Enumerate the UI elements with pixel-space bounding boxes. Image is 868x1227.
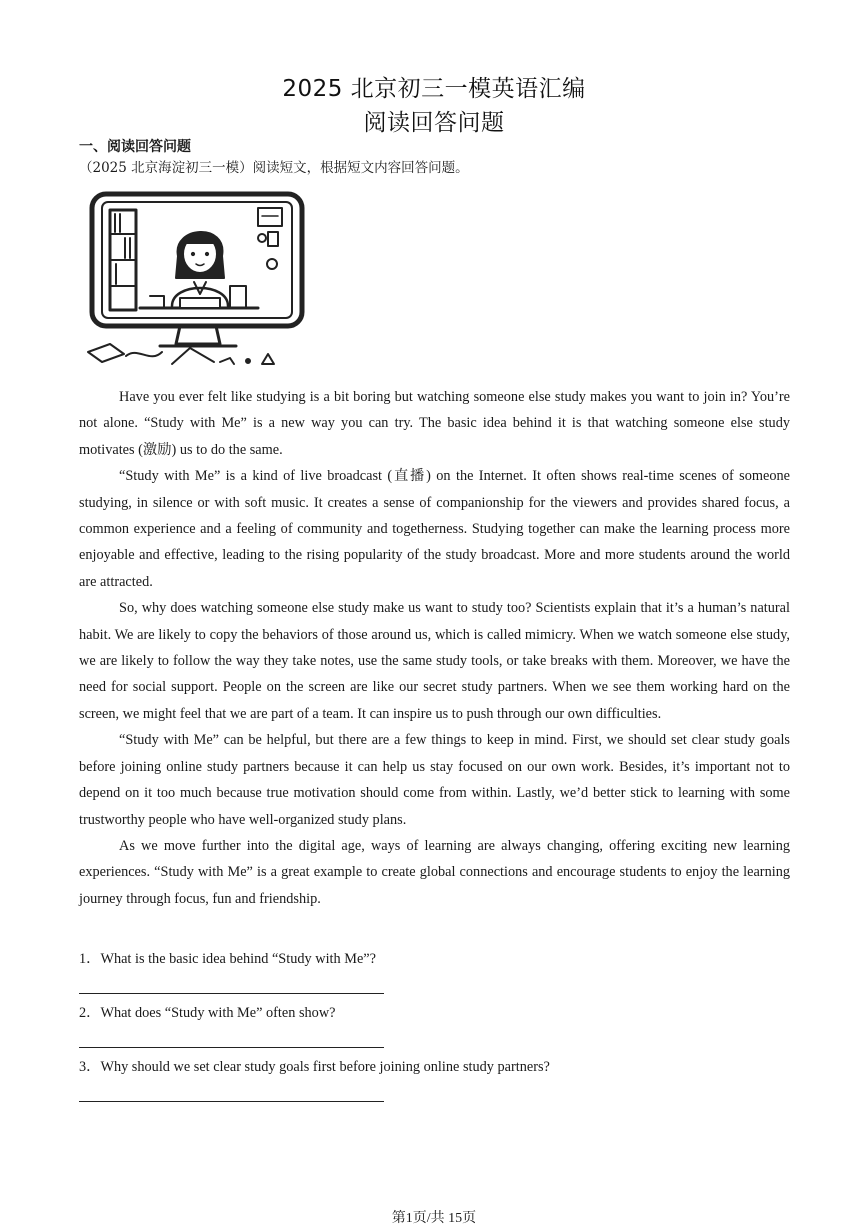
passage-paragraph: As we move further into the digital age, ways of learning are always changing, offering exciting new learning experiences. “Study with Me” is a great example to create global connections and encourage students to enjoy the learning journey through focus, fun and friendship.	[79, 837, 790, 907]
answer-line[interactable]	[79, 1047, 384, 1048]
question-list	[79, 946, 790, 1108]
document-title: 2025 北京初三一模英语汇编	[282, 76, 586, 102]
reading-passage	[79, 384, 790, 912]
girl-studying-on-monitor-icon	[80, 186, 320, 372]
section-intro: （2025 北京海淀初三一模）阅读短文，根据短文内容回答问题。	[79, 160, 469, 176]
passage-paragraph: Have you ever felt like studying is a bit boring but watching someone else study makes you want to join in? You’re not alone. “Study with Me” is a new way you can try. The basic idea behind it is that watching someone else study motivates (激励) us to do the same.	[79, 389, 790, 458]
question-item: 1．What is the basic idea behind “Study with Me”?	[79, 951, 376, 967]
question-item: 2．What does “Study with Me” often show?	[79, 1005, 336, 1021]
document-subtitle: 阅读回答问题	[363, 110, 505, 136]
passage-paragraph: “Study with Me” is a kind of live broadcast (直播) on the Internet. It often shows real-time scenes of someone studying, in silence or with soft music. It creates a sense of companionship for the viewers and provides shared focus, a common experience and a feeling of community and togetherness. Studying together can make the learning process more enjoyable and effective, leading to the rising popularity of the study broadcast. More and more students around the world are attracted.	[79, 468, 790, 590]
passage-paragraph: So, why does watching someone else study make us want to study too? Scientists explain that it’s a human’s natural habit. We are likely to copy the behaviors of those around us, which is called mimicry. When we watch someone else study, we are likely to follow the way they take notes, use the same study tools, or take breaks with them. Moreover, we have the need for social support. People on the screen are like our secret study partners. When we see them working hard on the screen, we might feel that we are part of a team. It can inspire us to push through our own difficulties.	[79, 600, 790, 722]
question-item: 3．Why should we set clear study goals first before joining online study partners?	[79, 1059, 550, 1075]
passage-paragraph: “Study with Me” can be helpful, but there are a few things to keep in mind. First, we should set clear study goals before joining online study partners because it can help us stay focused on our own work. Besides, it’s important not to depend on it too much because true motivation should come from within. Lastly, we’d better stick to learning with some trustworthy people who have well-organized study plans.	[79, 732, 790, 828]
illustration-girl-studying-on-monitor	[80, 186, 320, 372]
page-number: 第1页/共 15页	[391, 1211, 477, 1226]
answer-line[interactable]	[79, 993, 384, 994]
answer-line[interactable]	[79, 1101, 384, 1102]
section-heading: 一、阅读回答问题	[79, 139, 191, 155]
